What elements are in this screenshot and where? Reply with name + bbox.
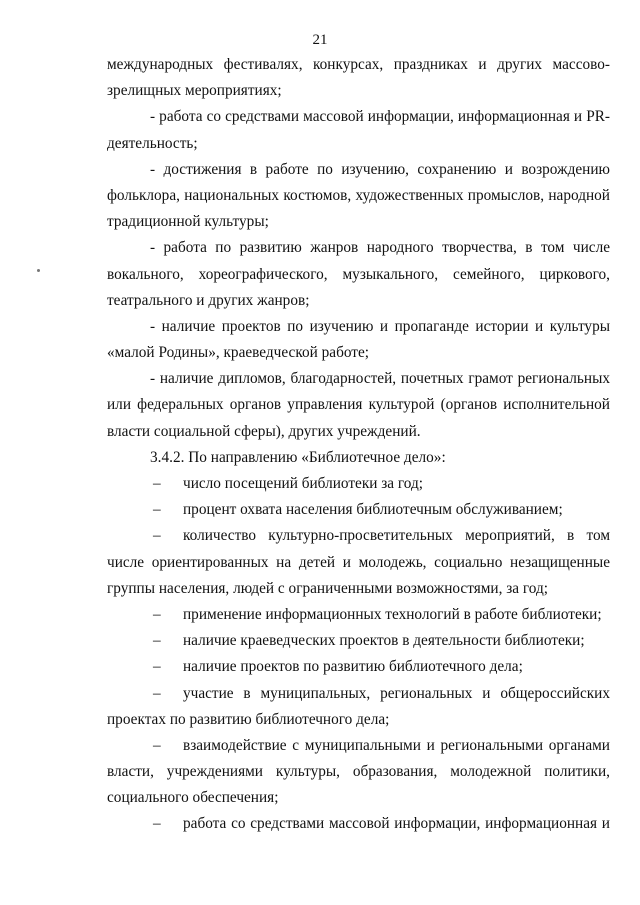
list-item-text: число посещений библиотеки за год; — [183, 475, 424, 492]
text-line: деятельность; — [107, 134, 198, 152]
margin-dot — [37, 269, 40, 272]
list-item — [107, 811, 610, 837]
text-line: - работа по развитию жанров народного творчества, в том числе — [150, 239, 610, 257]
list-item-text: наличие краеведческих проектов в деятельности библиотеки; — [183, 632, 585, 650]
text-line: традиционной культуры; — [107, 213, 269, 231]
dash-bullet: – — [153, 475, 161, 492]
text-line: вокального, хореографического, музыкального, семейного, циркового, — [107, 265, 610, 283]
dash-bullet: – — [153, 632, 161, 650]
dash-bullet: – — [153, 527, 161, 545]
list-item — [107, 497, 610, 523]
dash-bullet: – — [153, 605, 161, 623]
list-item-text: участие в муниципальных, региональных и общероссийских — [183, 684, 610, 702]
text-line: - работа со средствами массовой информации, информационная и PR- — [150, 108, 610, 126]
list-item — [107, 628, 610, 654]
dash-bullet: – — [153, 684, 161, 702]
list-item — [107, 681, 610, 707]
text-line: группы населения, людей с ограниченными возможностями, за год; — [107, 579, 549, 597]
page-number: 21 — [312, 32, 328, 48]
text-line: - наличие проектов по изучению и пропаганде истории и культуры — [150, 317, 610, 335]
list-item — [107, 602, 610, 628]
dash-bullet: – — [153, 658, 161, 676]
dash-bullet: – — [153, 736, 161, 754]
list-item-text: работа со средствами массовой информации, информационная и — [183, 815, 610, 833]
text-line: числе ориентированных на детей и молодежь, социально незащищенные — [107, 553, 610, 571]
section-heading: 3.4.2. По направлению «Библиотечное дело»: — [150, 448, 446, 466]
list-item — [107, 654, 610, 680]
text-line: проектах по развитию библиотечного дела; — [107, 710, 390, 728]
dash-bullet: – — [153, 815, 161, 833]
text-line: - достижения в работе по изучению, сохранению и возрождению — [150, 160, 610, 178]
list-item — [107, 523, 610, 549]
text-line: или федеральных органов управления культурой (органов исполнительной — [107, 396, 610, 414]
document-body — [107, 52, 610, 838]
text-line: зрелищных мероприятиях; — [107, 82, 282, 100]
text-line: международных фестивалях, конкурсах, праздниках и других массово- — [107, 56, 610, 73]
list-item — [107, 471, 610, 497]
list-item-text: взаимодействие с муниципальными и региональными органами — [183, 736, 610, 754]
list-item-text: количество культурно-просветительных мероприятий, в том — [183, 527, 610, 545]
text-line: «малой Родины», краеведческой работе; — [107, 344, 370, 362]
text-line: власти, учреждениями культуры, образования, молодежной политики, — [107, 763, 610, 781]
list-item-text: наличие проектов по развитию библиотечного дела; — [183, 658, 523, 676]
list-item — [107, 733, 610, 759]
text-line: власти социальной сферы), других учреждений. — [107, 422, 421, 440]
text-line: фольклора, национальных костюмов, художественных промыслов, народной — [107, 186, 610, 204]
text-line: театрального и других жанров; — [107, 291, 310, 309]
list-item-text: применение информационных технологий в работе библиотеки; — [183, 605, 602, 623]
text-line: - наличие дипломов, благодарностей, почетных грамот региональных — [150, 370, 610, 388]
list-item-text: процент охвата населения библиотечным обслуживанием; — [183, 501, 563, 519]
dash-bullet: – — [153, 501, 161, 519]
text-line: социального обеспечения; — [107, 789, 279, 807]
